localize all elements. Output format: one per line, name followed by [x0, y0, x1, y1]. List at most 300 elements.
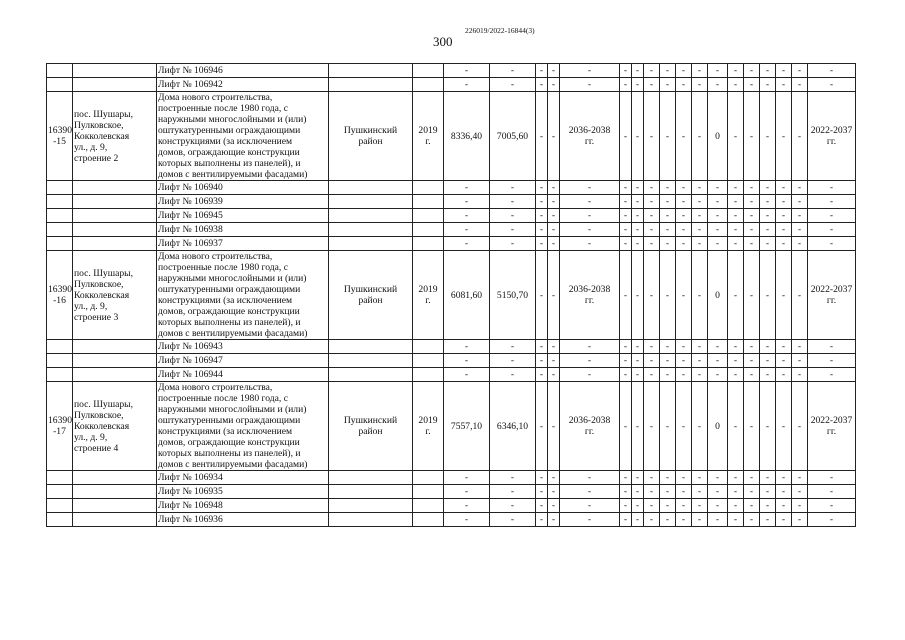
dash-cell: - [660, 485, 676, 499]
dash-cell: - [620, 237, 632, 251]
empty-cell [413, 340, 444, 354]
dash-cell: - [708, 368, 728, 382]
empty-cell [73, 354, 157, 368]
dash-cell: - [644, 354, 660, 368]
dash-cell: - [744, 499, 760, 513]
empty-cell [329, 485, 413, 499]
dash-cell: - [644, 237, 660, 251]
dash-cell: - [548, 471, 560, 485]
dash-cell: - [776, 251, 792, 340]
dash-cell: - [632, 64, 644, 78]
lift-label: Лифт № 106945 [157, 209, 329, 223]
empty-cell [329, 471, 413, 485]
dash-cell: - [644, 209, 660, 223]
dash-cell: - [792, 471, 808, 485]
dash-cell: - [708, 340, 728, 354]
dash-cell: - [560, 195, 620, 209]
dash-cell: - [676, 354, 692, 368]
dash-cell: - [692, 368, 708, 382]
dash-cell: - [692, 78, 708, 92]
dash-cell: - [548, 223, 560, 237]
dash-cell: - [490, 368, 536, 382]
dash-cell: - [660, 354, 676, 368]
building-year: 2019 г. [413, 92, 444, 181]
dash-cell: - [808, 513, 856, 527]
empty-cell [47, 485, 73, 499]
empty-cell [329, 209, 413, 223]
page-number: 300 [433, 34, 453, 49]
dash-cell: - [490, 209, 536, 223]
dash-cell: - [792, 485, 808, 499]
dash-cell: - [744, 382, 760, 471]
dash-cell: - [490, 471, 536, 485]
dash-cell: - [536, 499, 548, 513]
building-row [47, 92, 856, 181]
dash-cell: - [660, 181, 676, 195]
building-area-total: 6081,60 [444, 251, 490, 340]
building-year: 2019 г. [413, 382, 444, 471]
dash-cell: - [660, 499, 676, 513]
lift-row [47, 368, 856, 382]
dash-cell: - [660, 382, 676, 471]
dash-cell: - [792, 64, 808, 78]
lift-row [47, 513, 856, 527]
dash-cell: - [536, 92, 548, 181]
dash-cell: - [792, 382, 808, 471]
dash-cell: - [560, 368, 620, 382]
dash-cell: - [728, 64, 744, 78]
dash-cell: - [808, 223, 856, 237]
dash-cell: - [728, 251, 744, 340]
dash-cell: - [792, 92, 808, 181]
dash-cell: - [808, 340, 856, 354]
dash-cell: - [760, 368, 776, 382]
empty-cell [47, 209, 73, 223]
dash-cell: - [560, 340, 620, 354]
dash-cell: - [644, 368, 660, 382]
dash-cell: - [632, 209, 644, 223]
dash-cell: - [548, 382, 560, 471]
dash-cell: - [692, 354, 708, 368]
dash-cell: - [692, 382, 708, 471]
dash-cell: - [676, 368, 692, 382]
dash-cell: - [560, 513, 620, 527]
dash-cell: - [708, 64, 728, 78]
empty-cell [329, 237, 413, 251]
dash-cell: - [490, 195, 536, 209]
empty-cell [413, 354, 444, 368]
dash-cell: - [548, 354, 560, 368]
empty-cell [47, 471, 73, 485]
dash-cell: - [728, 223, 744, 237]
dash-cell: - [760, 251, 776, 340]
empty-cell [73, 368, 157, 382]
dash-cell: - [632, 223, 644, 237]
dash-cell: - [792, 223, 808, 237]
dash-cell: - [692, 499, 708, 513]
dash-cell: - [444, 499, 490, 513]
dash-cell: - [660, 195, 676, 209]
dash-cell: - [808, 78, 856, 92]
empty-cell [329, 195, 413, 209]
lift-row [47, 340, 856, 354]
dash-cell: - [632, 471, 644, 485]
dash-cell: - [708, 209, 728, 223]
dash-cell: - [760, 382, 776, 471]
building-id: 16390 -16 [47, 251, 73, 340]
dash-cell: - [676, 513, 692, 527]
dash-cell: - [792, 209, 808, 223]
dash-cell: - [632, 181, 644, 195]
dash-cell: - [620, 354, 632, 368]
building-year: 2019 г. [413, 251, 444, 340]
dash-cell: - [744, 92, 760, 181]
dash-cell: - [620, 471, 632, 485]
empty-cell [329, 513, 413, 527]
building-area-living: 7005,60 [490, 92, 536, 181]
lift-row [47, 223, 856, 237]
empty-cell [73, 499, 157, 513]
dash-cell: - [744, 471, 760, 485]
dash-cell: - [620, 92, 632, 181]
dash-cell: - [536, 382, 548, 471]
dash-cell: - [536, 223, 548, 237]
dash-cell: - [676, 92, 692, 181]
empty-cell [73, 64, 157, 78]
lift-row [47, 209, 856, 223]
dash-cell: - [708, 195, 728, 209]
dash-cell: - [490, 354, 536, 368]
dash-cell: - [548, 195, 560, 209]
dash-cell: - [644, 223, 660, 237]
lift-row [47, 485, 856, 499]
dash-cell: - [776, 64, 792, 78]
dash-cell: - [632, 485, 644, 499]
empty-cell [413, 513, 444, 527]
dash-cell: - [744, 181, 760, 195]
dash-cell: - [536, 354, 548, 368]
dash-cell: - [644, 485, 660, 499]
dash-cell: - [560, 78, 620, 92]
dash-cell: - [560, 354, 620, 368]
zero-cell: 0 [708, 92, 728, 181]
dash-cell: - [444, 209, 490, 223]
dash-cell: - [792, 368, 808, 382]
dash-cell: - [692, 195, 708, 209]
dash-cell: - [776, 92, 792, 181]
building-address: пос. Шушары, Пулковское, Кокколевская ул., д. 9, строение 2 [73, 92, 157, 181]
dash-cell: - [560, 471, 620, 485]
dash-cell: - [444, 485, 490, 499]
dash-cell: - [632, 499, 644, 513]
empty-cell [47, 499, 73, 513]
dash-cell: - [632, 354, 644, 368]
dash-cell: - [792, 499, 808, 513]
dash-cell: - [744, 368, 760, 382]
empty-cell [73, 471, 157, 485]
empty-cell [413, 237, 444, 251]
dash-cell: - [676, 382, 692, 471]
lift-label: Лифт № 106934 [157, 471, 329, 485]
dash-cell: - [708, 181, 728, 195]
lift-label: Лифт № 106938 [157, 223, 329, 237]
dash-cell: - [744, 78, 760, 92]
dash-cell: - [660, 237, 676, 251]
lift-row [47, 78, 856, 92]
dash-cell: - [644, 513, 660, 527]
dash-cell: - [548, 209, 560, 223]
dash-cell: - [660, 368, 676, 382]
dash-cell: - [776, 181, 792, 195]
dash-cell: - [760, 485, 776, 499]
lift-row [47, 471, 856, 485]
dash-cell: - [620, 382, 632, 471]
dash-cell: - [620, 64, 632, 78]
dash-cell: - [692, 223, 708, 237]
building-area-total: 7557,10 [444, 382, 490, 471]
dash-cell: - [744, 223, 760, 237]
building-work-period: 2022-2037 гг. [808, 92, 856, 181]
dash-cell: - [692, 485, 708, 499]
lift-row [47, 181, 856, 195]
empty-cell [47, 513, 73, 527]
dash-cell: - [536, 237, 548, 251]
dash-cell: - [490, 223, 536, 237]
building-area-total: 8336,40 [444, 92, 490, 181]
dash-cell: - [776, 78, 792, 92]
dash-cell: - [728, 78, 744, 92]
dash-cell: - [708, 223, 728, 237]
dash-cell: - [632, 368, 644, 382]
dash-cell: - [808, 237, 856, 251]
dash-cell: - [776, 382, 792, 471]
dash-cell: - [548, 237, 560, 251]
dash-cell: - [792, 237, 808, 251]
dash-cell: - [548, 513, 560, 527]
dash-cell: - [792, 195, 808, 209]
dash-cell: - [490, 340, 536, 354]
dash-cell: - [548, 485, 560, 499]
dash-cell: - [808, 209, 856, 223]
dash-cell: - [444, 237, 490, 251]
dash-cell: - [776, 195, 792, 209]
dash-cell: - [728, 209, 744, 223]
lift-label: Лифт № 106946 [157, 64, 329, 78]
dash-cell: - [744, 485, 760, 499]
dash-cell: - [444, 513, 490, 527]
dash-cell: - [708, 78, 728, 92]
empty-cell [329, 181, 413, 195]
dash-cell: - [632, 195, 644, 209]
dash-cell: - [620, 251, 632, 340]
dash-cell: - [692, 251, 708, 340]
dash-cell: - [776, 513, 792, 527]
dash-cell: - [808, 195, 856, 209]
dash-cell: - [548, 64, 560, 78]
dash-cell: - [808, 471, 856, 485]
dash-cell: - [792, 340, 808, 354]
dash-cell: - [776, 368, 792, 382]
dash-cell: - [676, 223, 692, 237]
dash-cell: - [728, 368, 744, 382]
empty-cell [47, 354, 73, 368]
zero-cell: 0 [708, 251, 728, 340]
dash-cell: - [728, 181, 744, 195]
building-id: 16390 -17 [47, 382, 73, 471]
dash-cell: - [644, 382, 660, 471]
register-table [46, 63, 856, 527]
dash-cell: - [620, 78, 632, 92]
dash-cell: - [676, 209, 692, 223]
empty-cell [73, 78, 157, 92]
dash-cell: - [808, 64, 856, 78]
lift-row [47, 354, 856, 368]
dash-cell: - [744, 513, 760, 527]
dash-cell: - [660, 251, 676, 340]
dash-cell: - [760, 223, 776, 237]
dash-cell: - [792, 78, 808, 92]
lift-row [47, 499, 856, 513]
dash-cell: - [728, 485, 744, 499]
empty-cell [413, 499, 444, 513]
dash-cell: - [644, 64, 660, 78]
dash-cell: - [444, 354, 490, 368]
dash-cell: - [536, 485, 548, 499]
building-period: 2036-2038 гг. [560, 251, 620, 340]
dash-cell: - [692, 92, 708, 181]
dash-cell: - [490, 64, 536, 78]
dash-cell: - [548, 368, 560, 382]
empty-cell [329, 354, 413, 368]
building-address: пос. Шушары, Пулковское, Кокколевская ул., д. 9, строение 4 [73, 382, 157, 471]
dash-cell: - [708, 485, 728, 499]
building-row [47, 382, 856, 471]
dash-cell: - [644, 181, 660, 195]
empty-cell [329, 223, 413, 237]
dash-cell: - [676, 78, 692, 92]
dash-cell: - [776, 340, 792, 354]
dash-cell: - [676, 237, 692, 251]
dash-cell: - [692, 340, 708, 354]
dash-cell: - [490, 237, 536, 251]
dash-cell: - [536, 78, 548, 92]
dash-cell: - [660, 513, 676, 527]
empty-cell [73, 195, 157, 209]
dash-cell: - [760, 237, 776, 251]
dash-cell: - [620, 223, 632, 237]
empty-cell [413, 223, 444, 237]
empty-cell [413, 485, 444, 499]
lift-label: Лифт № 106940 [157, 181, 329, 195]
dash-cell: - [676, 64, 692, 78]
dash-cell: - [536, 209, 548, 223]
dash-cell: - [444, 64, 490, 78]
dash-cell: - [660, 209, 676, 223]
dash-cell: - [620, 368, 632, 382]
dash-cell: - [676, 340, 692, 354]
dash-cell: - [632, 78, 644, 92]
dash-cell: - [536, 251, 548, 340]
dash-cell: - [548, 78, 560, 92]
dash-cell: - [692, 237, 708, 251]
dash-cell: - [490, 499, 536, 513]
lift-row [47, 237, 856, 251]
dash-cell: - [548, 92, 560, 181]
empty-cell [47, 195, 73, 209]
dash-cell: - [744, 251, 760, 340]
dash-cell: - [676, 181, 692, 195]
dash-cell: - [760, 64, 776, 78]
dash-cell: - [760, 209, 776, 223]
empty-cell [47, 340, 73, 354]
lift-label: Лифт № 106948 [157, 499, 329, 513]
dash-cell: - [792, 513, 808, 527]
empty-cell [413, 195, 444, 209]
empty-cell [329, 368, 413, 382]
dash-cell: - [728, 513, 744, 527]
empty-cell [47, 237, 73, 251]
dash-cell: - [744, 195, 760, 209]
dash-cell: - [660, 340, 676, 354]
dash-cell: - [536, 513, 548, 527]
building-address: пос. Шушары, Пулковское, Кокколевская ул., д. 9, строение 3 [73, 251, 157, 340]
dash-cell: - [808, 368, 856, 382]
lift-label: Лифт № 106942 [157, 78, 329, 92]
dash-cell: - [728, 471, 744, 485]
dash-cell: - [728, 340, 744, 354]
empty-cell [329, 340, 413, 354]
dash-cell: - [444, 78, 490, 92]
dash-cell: - [744, 237, 760, 251]
dash-cell: - [728, 354, 744, 368]
lift-label: Лифт № 106943 [157, 340, 329, 354]
dash-cell: - [548, 340, 560, 354]
dash-cell: - [792, 251, 808, 340]
dash-cell: - [444, 223, 490, 237]
dash-cell: - [728, 195, 744, 209]
dash-cell: - [744, 209, 760, 223]
dash-cell: - [728, 382, 744, 471]
dash-cell: - [548, 251, 560, 340]
dash-cell: - [708, 499, 728, 513]
dash-cell: - [744, 354, 760, 368]
empty-cell [73, 181, 157, 195]
building-id: 16390 -15 [47, 92, 73, 181]
dash-cell: - [760, 340, 776, 354]
zero-cell: 0 [708, 382, 728, 471]
empty-cell [47, 78, 73, 92]
dash-cell: - [620, 513, 632, 527]
dash-cell: - [708, 471, 728, 485]
dash-cell: - [560, 499, 620, 513]
dash-cell: - [560, 181, 620, 195]
dash-cell: - [676, 195, 692, 209]
dash-cell: - [644, 340, 660, 354]
dash-cell: - [760, 181, 776, 195]
lift-label: Лифт № 106936 [157, 513, 329, 527]
dash-cell: - [660, 223, 676, 237]
building-district: Пушкинский район [329, 92, 413, 181]
empty-cell [413, 368, 444, 382]
building-work-period: 2022-2037 гг. [808, 382, 856, 471]
dash-cell: - [660, 78, 676, 92]
dash-cell: - [560, 209, 620, 223]
building-description: Дома нового строительства, построенные после 1980 года, с наружными многослойными и (или) оштукатуренными ограждающими конструкциями (за исключением домов, ограждающие конструкции которых выполнены из панелей), и домов с вентилируемыми фасадами) [157, 92, 329, 181]
dash-cell: - [728, 237, 744, 251]
dash-cell: - [776, 471, 792, 485]
dash-cell: - [620, 499, 632, 513]
dash-cell: - [692, 64, 708, 78]
